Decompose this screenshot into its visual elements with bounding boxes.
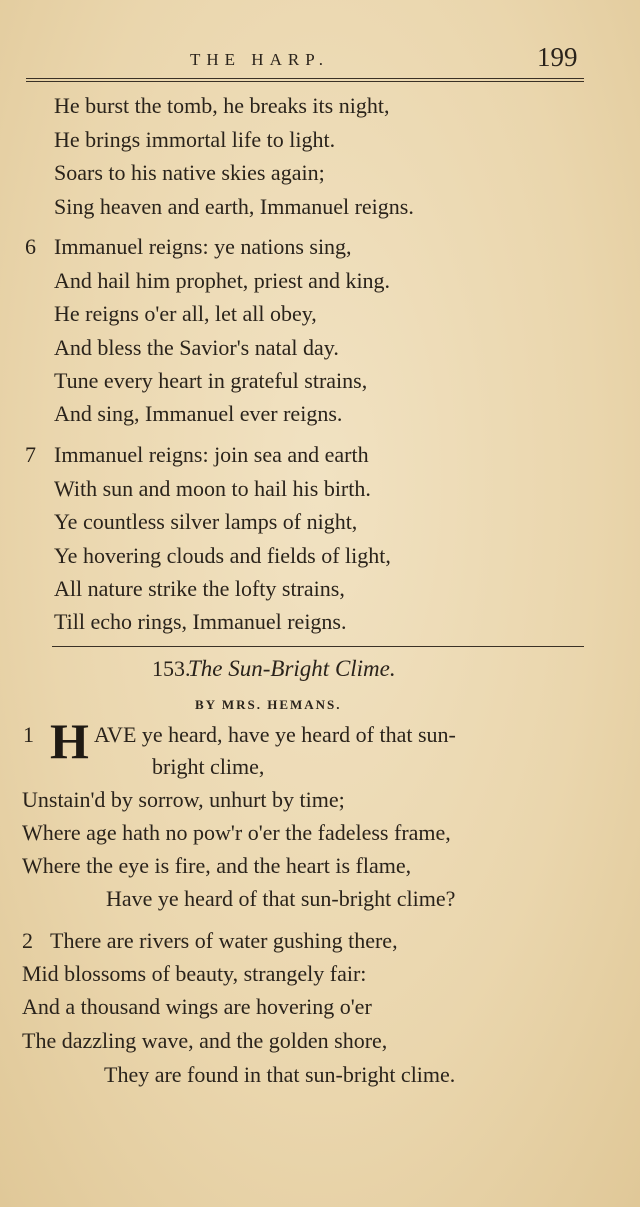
verse-1-line-4: Where the eye is fire, and the heart is flame, (22, 853, 412, 878)
verse-2-line-5: They are found in that sun-bright clime. (104, 1062, 456, 1087)
stanza-7-line-6: Till echo rings, Immanuel reigns. (54, 609, 347, 634)
verse-2-line-2: Mid blossoms of beauty, strangely fair: (22, 961, 367, 986)
stanza-prev-line-1: He burst the tomb, he breaks its night, (54, 93, 390, 118)
stanza-6-line-6: And sing, Immanuel ever reigns. (54, 401, 343, 426)
stanza-6-number: 6 (25, 234, 36, 259)
verse-2-line-4: The dazzling wave, and the golden shore, (22, 1028, 388, 1053)
stanza-6-line-5: Tune every heart in grateful strains, (54, 368, 368, 393)
verse-1-line-5: Have ye heard of that sun-bright clime? (106, 886, 456, 911)
stanza-6-line-1: Immanuel reigns: ye nations sing, (54, 234, 352, 259)
verse-2-line-3: And a thousand wings are hovering o'er (22, 994, 372, 1019)
verse-2-number: 2 (22, 928, 33, 953)
stanza-7-line-4: Ye hovering clouds and fields of light, (54, 543, 391, 568)
section-rule (52, 646, 584, 647)
stanza-7-line-2: With sun and moon to hail his birth. (54, 476, 371, 501)
hymn-byline: BY MRS. HEMANS. (195, 697, 342, 712)
stanza-prev-line-2: He brings immortal life to light. (54, 127, 336, 152)
stanza-6-line-3: He reigns o'er all, let all obey, (54, 301, 317, 326)
drop-cap: H (50, 713, 89, 769)
verse-1-line-2: Unstain'd by sorrow, unhurt by time; (22, 787, 345, 812)
stanza-7-line-3: Ye countless silver lamps of night, (54, 509, 358, 534)
stanza-6-line-4: And bless the Savior's natal day. (54, 335, 339, 360)
stanza-6-line-2: And hail him prophet, priest and king. (54, 268, 391, 293)
stanza-7-line-1: Immanuel reigns: join sea and earth (54, 442, 369, 467)
header-rule (26, 78, 584, 82)
verse-1-number: 1 (23, 722, 34, 747)
stanza-prev-line-4: Sing heaven and earth, Immanuel reigns. (54, 194, 414, 219)
stanza-7-line-5: All nature strike the lofty strains, (54, 576, 345, 601)
verse-2-line-1: There are rivers of water gushing there, (50, 928, 398, 953)
stanza-7-number: 7 (25, 442, 36, 467)
running-header-title: THE HARP. (190, 50, 330, 69)
hymn-number: 153. (152, 656, 191, 681)
page-number: 199 (537, 42, 578, 72)
stanza-prev-line-3: Soars to his native skies again; (54, 160, 325, 185)
hymn-title: The Sun-Bright Clime. (188, 656, 396, 681)
verse-1-line-1-cont: bright clime, (152, 754, 265, 779)
verse-1-line-1: AVE ye heard, have ye heard of that sun- (94, 722, 456, 747)
verse-1-line-3: Where age hath no pow'r o'er the fadeless frame, (22, 820, 451, 845)
